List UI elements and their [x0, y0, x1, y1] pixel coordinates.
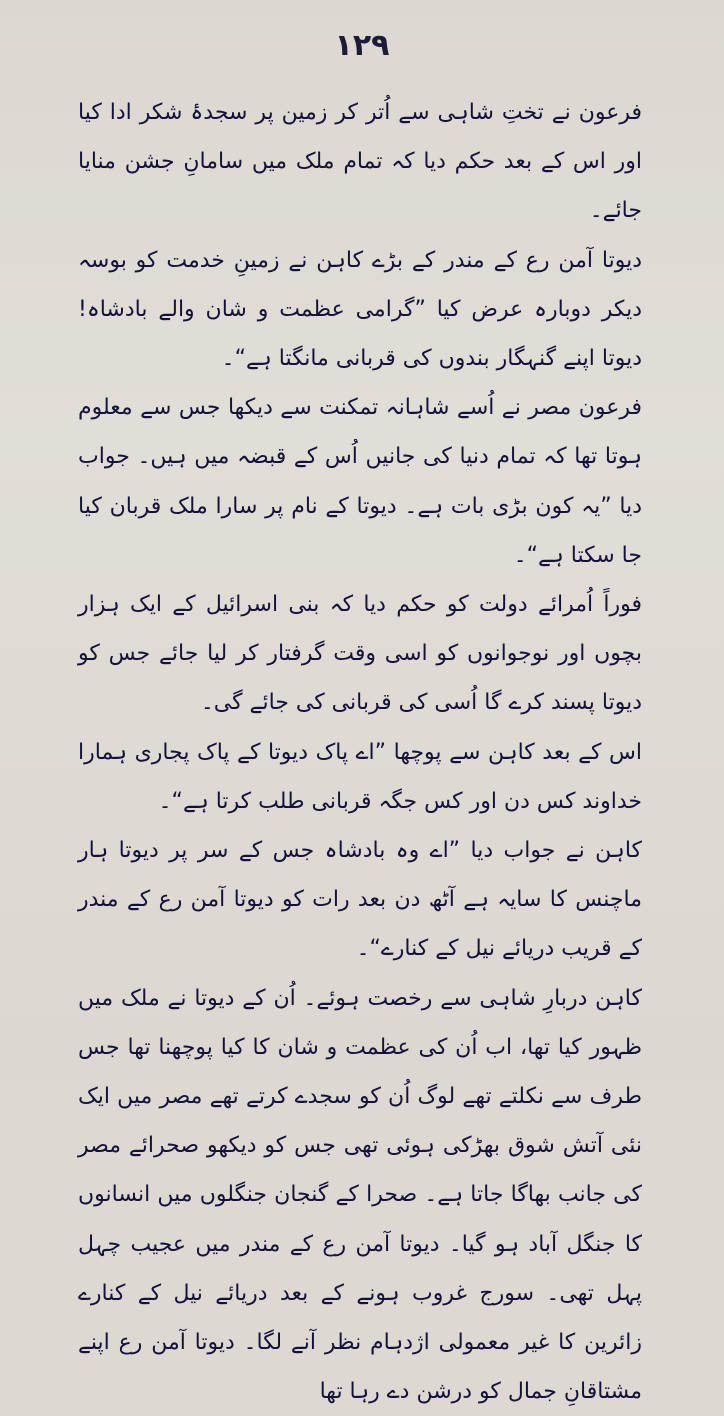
- paragraph-1: فرعون نے تختِ شاہی سے اُتر کر زمین پر سجدۂ شکر ادا کیا اور اس کے بعد حکم دیا کہ تمام ملک میں سامانِ جشن منایا جائے۔: [78, 100, 642, 224]
- page-number: ۱۲۹: [334, 28, 390, 63]
- paragraph-3: فرعون مصر نے اُسے شاہانہ تمکنت سے دیکھا جس سے معلوم ہوتا تھا کہ تمام دنیا کی جانیں اُس کے قبضہ میں ہیں۔ جواب دیا ”یہ کون بڑی بات ہے۔ دیوتا کے نام پر سارا ملک قربان کیا جا سکتا ہے“۔: [78, 395, 642, 568]
- paragraph-4: فوراً اُمرائے دولت کو حکم دیا کہ بنی اسرائیل کے ایک ہزار بچوں اور نوجوانوں کو اسی وقت گرفتار کر لیا جائے جس کو دیوتا پسند کرے گا اُسی کی قربانی کی جائے گی۔: [78, 592, 642, 716]
- paragraph-2: دیوتا آمن رع کے مندر کے بڑے کاہن نے زمینِ خدمت کو بوسہ دیکر دوبارہ عرض کیا ”گرامی عظمت و شان والے بادشاہ! دیوتا اپنے گنہگار بندوں کی قربانی مانگتا ہے“۔: [78, 247, 642, 372]
- paragraph-6: کاہن نے جواب دیا ”اے وہ بادشاہ جس کے سر پر دیوتا ہار ماچنس کا سایہ ہے آٹھ دن بعد رات کو دیوتا آمن رع کے مندر کے قریب دریائے نیل کے کنارے“۔: [78, 838, 642, 962]
- paragraph-7: کاہن دربارِ شاہی سے رخصت ہوئے۔ اُن کے دیوتا نے ملک میں ظہور کیا تھا، اب اُن کی عظمت و شان کا کیا پوچھنا تھا جس طرف سے نکلتے تھے لوگ اُن کو سجدے کرتے تھے مصر میں ایک نئی آتش شوق بھڑکی ہوئی تھی جس کو دیکھو صحرائے مصر کی جانب بھاگا جاتا ہے۔ صحرا کے گنجان جنگلوں میں انسانوں کا جنگل آباد ہو گیا۔ دیوتا آمن رع کے مندر میں عجیب چہل پہل تھی۔ سورج غروب ہونے کے بعد دریائے نیل کے کنارے زائرین کا غیر معمولی اژدہام نظر آنے لگا۔ دیوتا آمن رع اپنے مشتاقانِ جمال کو درشن دے رہا تھا: [78, 985, 642, 1405]
- paragraph-5: اس کے بعد کاہن سے پوچھا ”اے پاک دیوتا کے پاک پجاری ہمارا خداوند کس دن اور کس جگہ قربانی طلب کرتا ہے“۔: [78, 739, 642, 814]
- page-body-text: [78, 88, 672, 1416]
